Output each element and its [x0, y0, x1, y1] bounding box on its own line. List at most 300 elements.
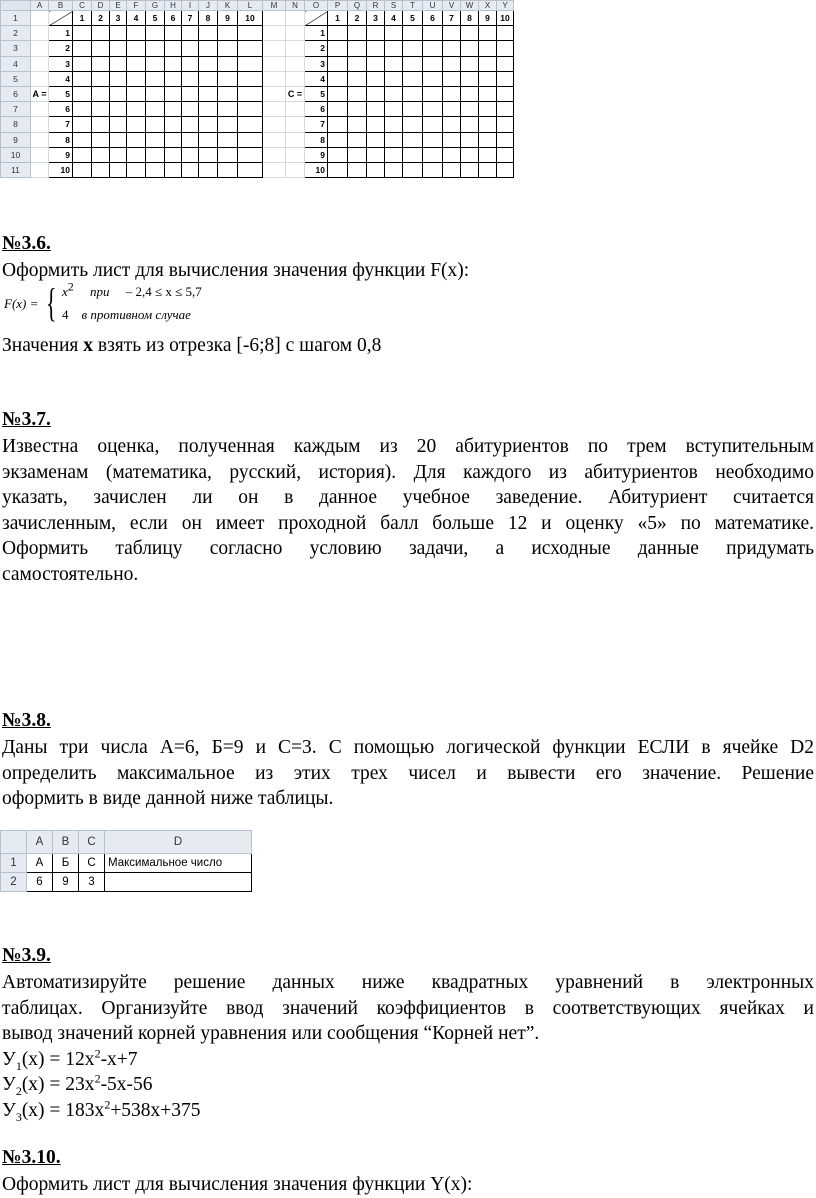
cell-a1: А	[27, 854, 53, 873]
row-number-cell: 5	[49, 86, 73, 101]
col-header: B	[53, 831, 79, 854]
grid-cell	[423, 56, 443, 71]
row-header: 10	[1, 147, 31, 162]
grid-cell	[443, 147, 461, 162]
grid-cell	[110, 86, 127, 101]
grid-cell	[423, 147, 443, 162]
column-header: W	[461, 1, 479, 11]
grid-cell	[31, 132, 49, 147]
grid-cell	[497, 162, 514, 177]
grid-cell	[403, 147, 423, 162]
equation-2: $У_2(х) = 23х^2-5х-56$	[2, 1071, 153, 1098]
grid-cell	[328, 117, 348, 132]
task-3-9-text: Автоматизируйте решение данных ниже квадратных уравнений в электронных таблицах. Организуйте ввод значений коэффициентов в соответствующих ячейках и вывод значений корней уравнения или сообщения “Корней нет”. $У_1(х) = 12х^2-х+7$ $У_2(х) = 23х^2-5х-56$ $У_3(х) = 183х^2+538х+375$	[2, 972, 814, 1124]
grid-cell	[348, 86, 367, 101]
grid-cell	[218, 132, 238, 147]
column-header: I	[182, 1, 199, 11]
grid-cell	[263, 86, 286, 101]
grid-cell	[127, 86, 146, 101]
grid-cell	[31, 147, 49, 162]
col-header: D	[105, 831, 252, 854]
grid-cell	[348, 117, 367, 132]
header-number-cell: 7	[182, 11, 199, 26]
grid-cell	[403, 56, 423, 71]
grid-cell	[199, 41, 218, 56]
grid-cell	[479, 41, 497, 56]
grid-cell	[328, 71, 348, 86]
grid-cell	[286, 41, 305, 56]
grid-cell	[92, 41, 110, 56]
grid-cell	[238, 102, 263, 117]
row-number-cell: 10	[49, 162, 73, 177]
grid-cell	[238, 117, 263, 132]
grid-cell	[497, 26, 514, 41]
grid-cell	[146, 86, 165, 101]
grid-cell	[182, 102, 199, 117]
header-number-cell: 2	[92, 11, 110, 26]
grid-cell	[199, 86, 218, 101]
grid-cell	[73, 71, 92, 86]
header-number-cell: 9	[479, 11, 497, 26]
grid-cell	[497, 71, 514, 86]
grid-cell	[165, 117, 182, 132]
task-3-9-heading: №3.9.	[2, 945, 51, 966]
equation-1: $У_1(х) = 12х^2-х+7$	[2, 1046, 138, 1073]
grid-cell	[218, 102, 238, 117]
grid-cell	[238, 41, 263, 56]
column-header: J	[199, 1, 218, 11]
grid-cell	[423, 132, 443, 147]
grid-cell	[165, 147, 182, 162]
task-3-6-range-text: Значения х взять из отрезка [-6;8] с шагом 0,8	[2, 335, 382, 356]
column-header: E	[110, 1, 127, 11]
grid-cell	[497, 41, 514, 56]
grid-cell	[199, 102, 218, 117]
row-number-cell: 2	[305, 41, 328, 56]
row-header: 1	[1, 854, 27, 873]
grid-cell	[328, 102, 348, 117]
grid-cell	[263, 26, 286, 41]
task-3-8-text: Даны три числа А=6, Б=9 и С=3. С помощью логической функции ЕСЛИ в ячейке D2 определить максимальное из этих трех чисел и вывести его значение. Решение оформить в виде данной ниже таблицы.	[2, 737, 814, 809]
grid-cell	[348, 56, 367, 71]
row-header: 2	[1, 26, 31, 41]
grid-cell	[403, 26, 423, 41]
grid-cell	[127, 132, 146, 147]
grid-cell	[367, 117, 385, 132]
grid-cell	[348, 132, 367, 147]
label-c: C =	[286, 86, 305, 101]
grid-cell	[328, 86, 348, 101]
grid-cell	[182, 162, 199, 177]
column-header: V	[443, 1, 461, 11]
grid-cell	[127, 71, 146, 86]
grid-cell	[385, 102, 403, 117]
grid-cell	[73, 41, 92, 56]
grid-cell	[182, 56, 199, 71]
grid-cell	[443, 86, 461, 101]
header-number-cell: 8	[199, 11, 218, 26]
grid-cell	[31, 102, 49, 117]
grid-cell	[165, 41, 182, 56]
row-number-cell: 6	[305, 102, 328, 117]
grid-cell	[31, 26, 49, 41]
row-number-cell: 9	[49, 147, 73, 162]
column-header: O	[305, 1, 328, 11]
grid-cell	[110, 26, 127, 41]
grid-cell	[328, 26, 348, 41]
column-header: A	[31, 1, 49, 11]
grid-cell	[110, 56, 127, 71]
row-header: 7	[1, 102, 31, 117]
grid-cell	[165, 86, 182, 101]
grid-cell	[92, 132, 110, 147]
grid-cell	[286, 71, 305, 86]
grid-cell	[328, 56, 348, 71]
grid-cell	[199, 56, 218, 71]
grid-cell	[110, 117, 127, 132]
grid-cell	[73, 162, 92, 177]
grid-cell	[497, 86, 514, 101]
grid-cell	[367, 147, 385, 162]
grid-cell	[497, 102, 514, 117]
grid-cell	[461, 132, 479, 147]
grid-cell	[73, 86, 92, 101]
grid-cell	[238, 56, 263, 71]
grid-cell	[479, 102, 497, 117]
grid-cell	[367, 71, 385, 86]
grid-cell	[286, 147, 305, 162]
grid-cell	[110, 162, 127, 177]
row-number-cell: 2	[49, 41, 73, 56]
diagonal-cell	[49, 11, 73, 26]
row-header: 5	[1, 71, 31, 86]
diagonal-cell	[305, 11, 328, 26]
grid-cell	[146, 147, 165, 162]
grid-cell	[403, 117, 423, 132]
header-number-cell: 4	[385, 11, 403, 26]
grid-cell	[110, 132, 127, 147]
task-3-10-heading: №3.10.	[2, 1147, 61, 1168]
grid-cell	[146, 132, 165, 147]
grid-cell	[127, 162, 146, 177]
row-number-cell: 1	[305, 26, 328, 41]
row-number-cell: 3	[49, 56, 73, 71]
grid-cell	[403, 41, 423, 56]
task-3-7-text: Известна оценка, полученная каждым из 20 абитуриентов по трем вступительным экзаменам (математика, русский, история). Для каждого из абитуриентов необходимо указать, зачислен ли он в данное учебное заведение. Абитуриент считается зачисленным, если он имеет проходной балл больше 12 и оценку «5» по математике. Оформить таблицу согласно условию задачи, а исходные данные придумать самостоятельно.	[2, 436, 814, 585]
grid-cell	[182, 147, 199, 162]
grid-cell	[461, 86, 479, 101]
row-number-cell: 10	[305, 162, 328, 177]
grid-cell	[479, 147, 497, 162]
row-header: 9	[1, 132, 31, 147]
grid-cell	[423, 41, 443, 56]
formula-case-1: $x^2$ при – 2,4 ≤ x ≤ 5,7	[62, 279, 202, 299]
cell-c1: С	[79, 854, 105, 873]
grid-cell	[479, 56, 497, 71]
grid-cell	[403, 71, 423, 86]
grid-cell	[146, 102, 165, 117]
row-header: 4	[1, 56, 31, 71]
grid-cell	[443, 26, 461, 41]
cell-b1: Б	[53, 854, 79, 873]
grid-cell	[146, 71, 165, 86]
column-header: C	[73, 1, 92, 11]
header-number-cell: 2	[348, 11, 367, 26]
grid-cell	[423, 102, 443, 117]
grid-cell	[31, 162, 49, 177]
row-number-cell: 6	[49, 102, 73, 117]
task-3-6-text: Оформить лист для вычисления значения функции F(x):	[2, 260, 470, 281]
grid-cell	[479, 86, 497, 101]
grid-cell	[73, 117, 92, 132]
grid-cell	[92, 56, 110, 71]
grid-cell	[199, 162, 218, 177]
grid-cell	[328, 41, 348, 56]
grid-cell	[479, 117, 497, 132]
header-number-cell: 10	[497, 11, 514, 26]
grid-cell	[461, 162, 479, 177]
col-header: C	[79, 831, 105, 854]
grid-cell	[165, 162, 182, 177]
grid-cell	[199, 147, 218, 162]
grid-cell	[461, 102, 479, 117]
grid-cell	[218, 117, 238, 132]
grid-cell	[367, 41, 385, 56]
grid-cell	[127, 102, 146, 117]
grid-cell	[423, 162, 443, 177]
grid-cell	[461, 56, 479, 71]
grid-cell	[367, 26, 385, 41]
row-header: 1	[1, 11, 31, 26]
column-header: X	[479, 1, 497, 11]
corner-cell	[1, 831, 27, 854]
grid-cell	[238, 147, 263, 162]
grid-cell	[146, 162, 165, 177]
cell-b2: 9	[53, 873, 79, 892]
grid-cell	[218, 56, 238, 71]
grid-cell	[218, 26, 238, 41]
column-header: R	[367, 1, 385, 11]
formula-lhs: F(x) =	[4, 296, 39, 311]
row-header: 3	[1, 41, 31, 56]
header-number-cell: 1	[73, 11, 92, 26]
grid-cell	[92, 102, 110, 117]
grid-cell	[127, 117, 146, 132]
row-number-cell: 8	[49, 132, 73, 147]
spreadsheet-screenshot	[0, 0, 523, 180]
grid-cell	[385, 71, 403, 86]
grid-cell	[263, 147, 286, 162]
row-number-cell: 1	[49, 26, 73, 41]
header-number-cell: 1	[328, 11, 348, 26]
grid-cell	[182, 117, 199, 132]
grid-cell	[238, 132, 263, 147]
grid-cell	[110, 102, 127, 117]
grid-cell	[73, 102, 92, 117]
grid-cell	[127, 26, 146, 41]
row-header: 8	[1, 117, 31, 132]
row-header: 2	[1, 873, 27, 892]
row-number-cell: 4	[305, 71, 328, 86]
grid-cell	[423, 71, 443, 86]
grid-cell	[286, 56, 305, 71]
grid-cell	[423, 86, 443, 101]
grid-cell	[238, 71, 263, 86]
grid-cell	[73, 132, 92, 147]
grid-cell	[348, 102, 367, 117]
grid-cell	[165, 26, 182, 41]
grid-cell	[263, 132, 286, 147]
task-3-6-heading: №3.6.	[2, 233, 51, 254]
grid-cell	[218, 41, 238, 56]
grid-cell	[423, 26, 443, 41]
grid-cell	[31, 56, 49, 71]
grid-cell	[497, 56, 514, 71]
grid-cell	[348, 41, 367, 56]
grid-cell	[263, 41, 286, 56]
header-number-cell: 5	[146, 11, 165, 26]
grid-cell	[92, 162, 110, 177]
grid-cell	[127, 41, 146, 56]
grid-cell	[238, 26, 263, 41]
grid-cell	[497, 132, 514, 147]
column-header: U	[423, 1, 443, 11]
grid-cell	[479, 71, 497, 86]
grid-cell	[348, 26, 367, 41]
grid-cell	[403, 132, 423, 147]
cell-a2: 6	[27, 873, 53, 892]
grid-cell	[497, 147, 514, 162]
grid-cell	[443, 71, 461, 86]
grid-cell	[218, 86, 238, 101]
grid-cell	[146, 41, 165, 56]
header-number-cell: 8	[461, 11, 479, 26]
grid-cell	[110, 147, 127, 162]
grid-cell	[218, 147, 238, 162]
formula-brace: {	[46, 280, 57, 325]
grid-cell	[461, 26, 479, 41]
grid-cell	[461, 71, 479, 86]
column-header: N	[286, 1, 305, 11]
grid-cell	[92, 26, 110, 41]
grid-cell	[263, 102, 286, 117]
grid-cell	[238, 162, 263, 177]
row-header: 6	[1, 86, 31, 101]
header-number-cell: 3	[110, 11, 127, 26]
header-number-cell: 10	[238, 11, 263, 26]
cell-d1: Максимальное число	[105, 854, 252, 873]
grid-cell	[385, 86, 403, 101]
grid-cell	[443, 41, 461, 56]
grid-cell	[199, 117, 218, 132]
grid-cell	[423, 117, 443, 132]
grid-cell	[31, 117, 49, 132]
grid-cell	[165, 71, 182, 86]
row-number-cell: 5	[305, 86, 328, 101]
grid-cell	[73, 26, 92, 41]
row-number-cell: 8	[305, 132, 328, 147]
column-header: K	[218, 1, 238, 11]
grid-cell	[328, 132, 348, 147]
grid-cell	[443, 132, 461, 147]
column-header: H	[165, 1, 182, 11]
grid-cell	[286, 117, 305, 132]
grid-cell	[263, 117, 286, 132]
header-number-cell: 6	[423, 11, 443, 26]
grid-cell	[385, 132, 403, 147]
grid-cell	[165, 132, 182, 147]
piecewise-formula	[2, 279, 262, 328]
grid-cell	[461, 147, 479, 162]
max-number-table	[0, 830, 255, 892]
grid-cell	[182, 26, 199, 41]
header-number-cell: 5	[403, 11, 423, 26]
column-header: S	[385, 1, 403, 11]
grid-cell	[348, 147, 367, 162]
grid-cell	[146, 117, 165, 132]
grid-cell	[31, 41, 49, 56]
grid-cell	[110, 41, 127, 56]
column-header: B	[49, 1, 73, 11]
grid-cell	[385, 147, 403, 162]
equation-3: $У_3(х) = 183х^2+538х+375$	[2, 1097, 201, 1124]
grid-cell	[92, 117, 110, 132]
grid-cell	[328, 147, 348, 162]
task-3-7-heading: №3.7.	[2, 409, 51, 430]
grid-cell	[286, 162, 305, 177]
grid-cell	[385, 117, 403, 132]
grid-cell	[461, 117, 479, 132]
grid-cell	[92, 71, 110, 86]
row-number-cell: 9	[305, 147, 328, 162]
grid-cell	[403, 102, 423, 117]
grid-cell	[263, 11, 286, 26]
label-a: A =	[31, 86, 49, 101]
grid-cell	[385, 41, 403, 56]
header-number-cell: 6	[165, 11, 182, 26]
grid-cell	[218, 71, 238, 86]
column-header: Y	[497, 1, 514, 11]
grid-cell	[403, 162, 423, 177]
grid-cell	[263, 162, 286, 177]
grid-cell	[165, 102, 182, 117]
max-number-grid	[0, 830, 252, 892]
grid-cell	[385, 162, 403, 177]
grid-cell	[348, 71, 367, 86]
grid-cell	[328, 162, 348, 177]
header-number-cell: 7	[443, 11, 461, 26]
grid-cell	[31, 71, 49, 86]
grid-cell	[403, 86, 423, 101]
col-header: A	[27, 831, 53, 854]
grid-cell	[286, 26, 305, 41]
grid-cell	[348, 162, 367, 177]
column-header: D	[92, 1, 110, 11]
grid-cell	[165, 56, 182, 71]
grid-cell	[199, 26, 218, 41]
column-header: L	[238, 1, 263, 11]
grid-cell	[443, 117, 461, 132]
task-3-10-text: Оформить лист для вычисления значения функции Y(x):	[2, 1174, 473, 1195]
grid-cell	[199, 132, 218, 147]
grid-cell	[92, 147, 110, 162]
grid-cell	[479, 132, 497, 147]
grid-cell	[367, 56, 385, 71]
header-number-cell: 4	[127, 11, 146, 26]
grid-cell	[92, 86, 110, 101]
grid-cell	[367, 132, 385, 147]
grid-cell	[479, 26, 497, 41]
